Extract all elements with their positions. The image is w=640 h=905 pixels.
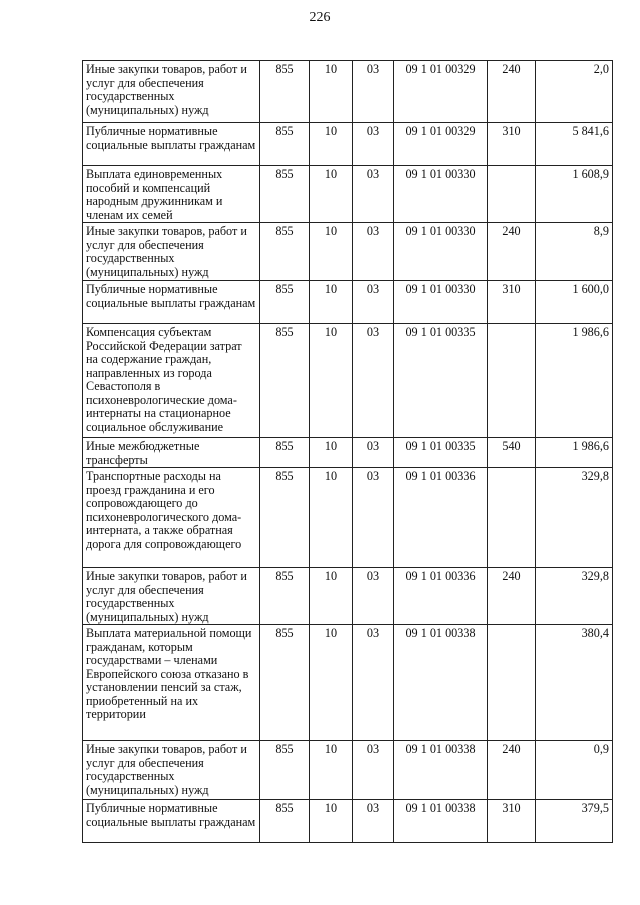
table-row [83,438,613,468]
expense-name-cell: Выплата единовременных пособий и компенсаций народным дружинникам и членам их семей [83,166,260,223]
ministry-code-cell: 855 [260,568,310,625]
expense-type-cell [488,625,536,741]
amount-cell: 379,5 [536,800,613,843]
budget-table [82,60,613,843]
target-article-cell: 09 1 01 00335 [394,324,488,438]
target-article-cell: 09 1 01 00330 [394,223,488,281]
ministry-code-cell: 855 [260,800,310,843]
ministry-code-cell: 855 [260,166,310,223]
section-code-cell: 10 [310,324,353,438]
table-row [83,223,613,281]
expense-name-cell: Выплата материальной помощи гражданам, которым государствами – членами Европейского союза отказано в установлении пенсий за стаж, приобретенный на их территории [83,625,260,741]
section-code-cell: 10 [310,568,353,625]
ministry-code-cell: 855 [260,438,310,468]
expense-type-cell: 310 [488,123,536,166]
amount-cell: 329,8 [536,468,613,568]
expense-name-cell: Публичные нормативные социальные выплаты гражданам [83,800,260,843]
expense-name-cell: Иные межбюджетные трансферты [83,438,260,468]
section-code-cell: 10 [310,61,353,123]
expense-name-cell: Компенсация субъектам Российской Федерации затрат на содержание граждан, направленных из города Севастополя в психоневрологические дома-интернаты на стационарное социальное обслуживание [83,324,260,438]
expense-type-cell: 310 [488,800,536,843]
section-code-cell: 10 [310,741,353,800]
target-article-cell: 09 1 01 00329 [394,123,488,166]
expense-name-cell: Публичные нормативные социальные выплаты гражданам [83,123,260,166]
table-row [83,800,613,843]
expense-type-cell [488,166,536,223]
section-code-cell: 10 [310,800,353,843]
amount-cell: 1 986,6 [536,324,613,438]
section-code-cell: 10 [310,223,353,281]
amount-cell: 329,8 [536,568,613,625]
amount-cell: 1 608,9 [536,166,613,223]
ministry-code-cell: 855 [260,281,310,324]
expense-type-cell [488,324,536,438]
amount-cell: 380,4 [536,625,613,741]
expense-type-cell: 310 [488,281,536,324]
subsection-code-cell: 03 [353,61,394,123]
subsection-code-cell: 03 [353,223,394,281]
amount-cell: 1 986,6 [536,438,613,468]
expense-type-cell: 540 [488,438,536,468]
table-row [83,166,613,223]
expense-name-cell: Транспортные расходы на проезд гражданина и его сопровождающего до психоневрологического дома-интерната, а также обратная дорога для сопровождающего [83,468,260,568]
target-article-cell: 09 1 01 00329 [394,61,488,123]
table-row [83,468,613,568]
amount-cell: 2,0 [536,61,613,123]
table-row [83,625,613,741]
table-row [83,123,613,166]
subsection-code-cell: 03 [353,625,394,741]
table-row [83,568,613,625]
amount-cell: 0,9 [536,741,613,800]
subsection-code-cell: 03 [353,741,394,800]
expense-name-cell: Иные закупки товаров, работ и услуг для обеспечения государственных (муниципальных) нужд [83,741,260,800]
table-body [83,61,613,843]
subsection-code-cell: 03 [353,166,394,223]
table-row [83,741,613,800]
target-article-cell: 09 1 01 00338 [394,741,488,800]
section-code-cell: 10 [310,438,353,468]
ministry-code-cell: 855 [260,625,310,741]
subsection-code-cell: 03 [353,800,394,843]
table-row [83,281,613,324]
table-row [83,61,613,123]
section-code-cell: 10 [310,281,353,324]
expense-type-cell [488,468,536,568]
target-article-cell: 09 1 01 00330 [394,281,488,324]
section-code-cell: 10 [310,123,353,166]
expense-name-cell: Иные закупки товаров, работ и услуг для обеспечения государственных (муниципальных) нужд [83,223,260,281]
ministry-code-cell: 855 [260,741,310,800]
expense-type-cell: 240 [488,61,536,123]
table-row [83,324,613,438]
target-article-cell: 09 1 01 00338 [394,800,488,843]
expense-type-cell: 240 [488,741,536,800]
subsection-code-cell: 03 [353,281,394,324]
section-code-cell: 10 [310,166,353,223]
target-article-cell: 09 1 01 00336 [394,568,488,625]
expense-type-cell: 240 [488,223,536,281]
subsection-code-cell: 03 [353,324,394,438]
expense-type-cell: 240 [488,568,536,625]
target-article-cell: 09 1 01 00330 [394,166,488,223]
expense-name-cell: Публичные нормативные социальные выплаты гражданам [83,281,260,324]
subsection-code-cell: 03 [353,568,394,625]
expense-name-cell: Иные закупки товаров, работ и услуг для обеспечения государственных (муниципальных) нужд [83,568,260,625]
ministry-code-cell: 855 [260,468,310,568]
expense-name-cell: Иные закупки товаров, работ и услуг для обеспечения государственных (муниципальных) нужд [83,61,260,123]
ministry-code-cell: 855 [260,223,310,281]
section-code-cell: 10 [310,468,353,568]
subsection-code-cell: 03 [353,438,394,468]
target-article-cell: 09 1 01 00335 [394,438,488,468]
target-article-cell: 09 1 01 00336 [394,468,488,568]
ministry-code-cell: 855 [260,324,310,438]
amount-cell: 1 600,0 [536,281,613,324]
ministry-code-cell: 855 [260,123,310,166]
ministry-code-cell: 855 [260,61,310,123]
page-number: 226 [309,10,331,25]
amount-cell: 8,9 [536,223,613,281]
section-code-cell: 10 [310,625,353,741]
subsection-code-cell: 03 [353,468,394,568]
amount-cell: 5 841,6 [536,123,613,166]
target-article-cell: 09 1 01 00338 [394,625,488,741]
subsection-code-cell: 03 [353,123,394,166]
